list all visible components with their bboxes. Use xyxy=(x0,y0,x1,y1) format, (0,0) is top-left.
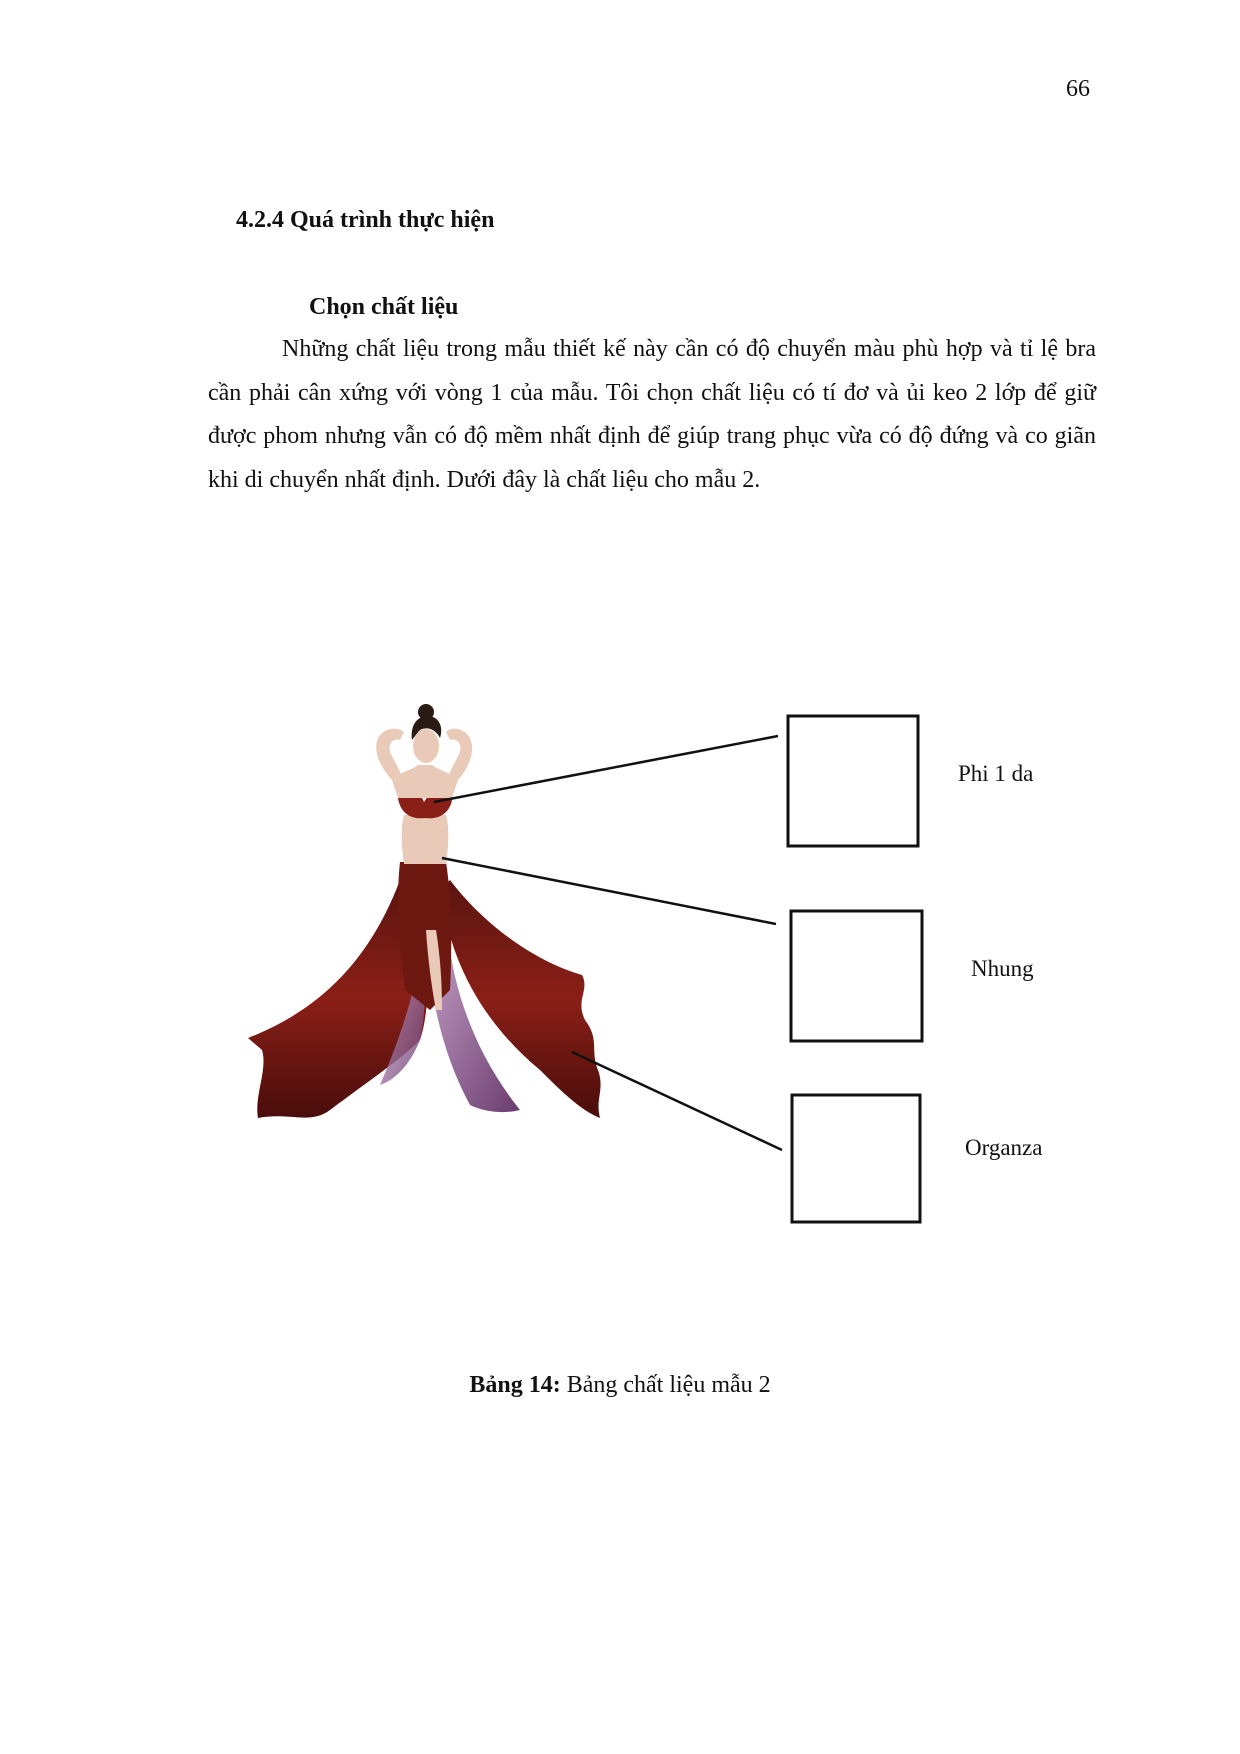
gown-left-train xyxy=(248,880,428,1118)
swatch-box-2 xyxy=(791,911,922,1041)
material-label-organza: Organza xyxy=(965,1135,1043,1160)
caption-text: Bảng chất liệu mẫu 2 xyxy=(560,1372,771,1398)
head xyxy=(413,729,439,763)
gown-lining-left xyxy=(380,960,425,1085)
swatch-box-3 xyxy=(792,1095,920,1222)
body-paragraph: Những chất liệu trong mẫu thiết kế này cần có độ chuyển màu phù hợp và tỉ lệ bra cần phải cân xứng với vòng 1 của mẫu. Tôi chọn chất liệu có tí đơ và ủi keo 2 lớp để giữ được phom nhưng vẫn có độ mềm nhất định để giúp trang phục vừa có độ đứng và co giãn khi di chuyển nhất định. Dưới đây là chất liệu cho mẫu 2. xyxy=(208,336,1096,493)
hair xyxy=(412,716,442,740)
model-illustration xyxy=(248,704,601,1118)
left-arm xyxy=(376,729,404,782)
torso xyxy=(402,815,449,864)
section-heading: 4.2.4 Quá trình thực hiện xyxy=(236,207,495,233)
right-arm xyxy=(446,729,472,782)
material-label-phi: Phi 1 da xyxy=(958,761,1034,786)
gown-right-train xyxy=(440,880,601,1118)
hair-bun xyxy=(418,704,434,720)
swatch-box-1 xyxy=(788,716,918,846)
sub-heading: Chọn chất liệu xyxy=(309,294,459,320)
figure-caption xyxy=(0,1372,1240,1399)
shoulders xyxy=(392,765,458,798)
bra xyxy=(398,792,452,818)
gown-skirt xyxy=(398,862,451,1010)
material-label-nhung: Nhung xyxy=(971,956,1034,981)
gown-lining xyxy=(425,935,520,1112)
connector-line-2 xyxy=(442,858,776,924)
caption-label: Bảng 14: xyxy=(469,1372,561,1398)
leg xyxy=(426,930,442,1010)
connector-line-1 xyxy=(434,736,778,802)
page-number: 66 xyxy=(1066,76,1090,102)
connector-line-3 xyxy=(572,1052,782,1150)
